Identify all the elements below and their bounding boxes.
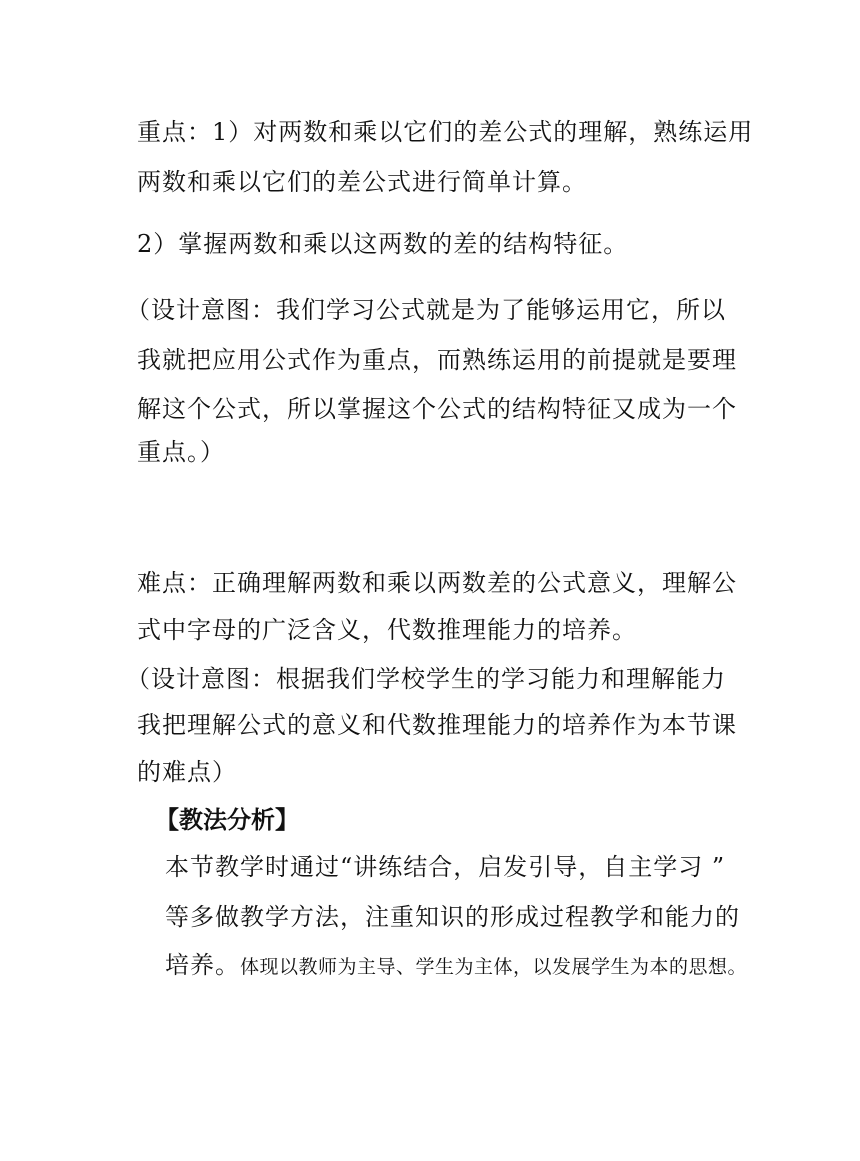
teaching-method-line-1: 本节教学时通过“讲练结合，启发引导，自主学习 ”	[165, 853, 726, 881]
difficult-points-note-line-2: 我把理解公式的意义和代数推理能力的培养作为本节课	[137, 711, 737, 739]
difficult-points-line-2: 式中字母的广泛含义，代数推理能力的培养。	[137, 616, 637, 644]
teaching-method-line-2: 等多做教学方法，注重知识的形成过程教学和能力的	[165, 903, 740, 931]
key-points-note-line-2: 我就把应用公式作为重点，而熟练运用的前提就是要理	[137, 346, 737, 374]
key-points-line-2: 两数和乘以它们的差公式进行简单计算。	[137, 168, 587, 196]
teaching-method-line-3-small: 体现以教师为主导、学生为主体，以发展学生为本的思想。	[240, 956, 748, 978]
key-points-note-line-3: 解这个公式，所以掌握这个公式的结构特征又成为一个	[137, 395, 737, 423]
key-points-line-1: 重点：1）对两数和乘以它们的差公式的理解，熟练运用	[137, 118, 754, 146]
difficult-points-note-line-1: （设计意图：根据我们学校学生的学习能力和理解能力	[126, 665, 726, 693]
difficult-points-line-1: 难点：正确理解两数和乘以两数差的公式意义，理解公	[137, 569, 737, 597]
difficult-points-note-line-3: 的难点）	[137, 758, 237, 786]
teaching-method-line-3-main: 培养。	[165, 951, 240, 979]
key-points-note-line-1: （设计意图：我们学习公式就是为了能够运用它，所以	[126, 296, 726, 324]
key-points-note-line-4: 重点。）	[137, 438, 225, 466]
teaching-method-line-3	[165, 950, 747, 982]
key-points-line-3: 2）掌握两数和乘以这两数的差的结构特征。	[137, 230, 629, 258]
teaching-method-heading: 【教法分析】	[155, 806, 299, 834]
